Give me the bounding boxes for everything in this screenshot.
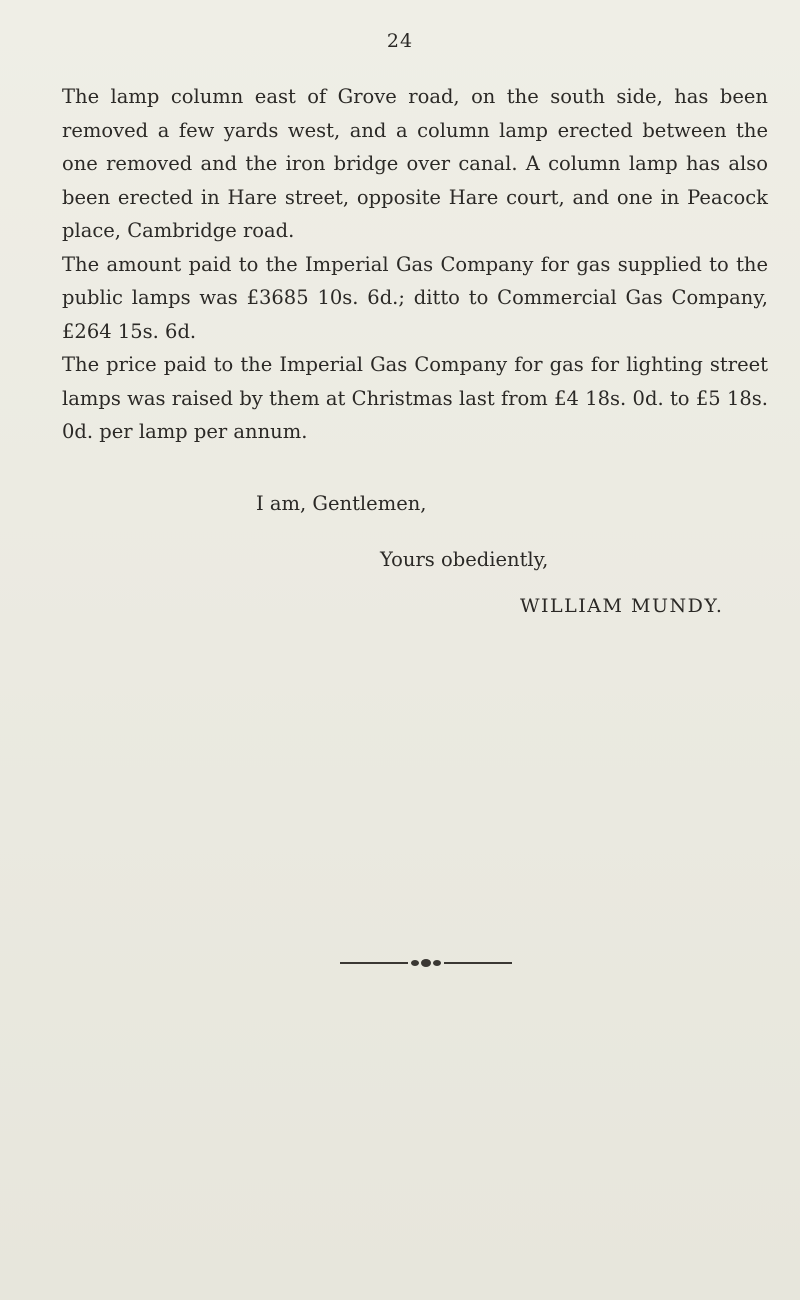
salutation: I am, Gentlemen,	[256, 492, 427, 515]
divider-ornament	[340, 955, 512, 971]
page-number: 24	[386, 30, 414, 52]
paragraph-lamp-columns: The lamp column east of Grove road, on the south side, has been removed a few yards west, and a column lamp erected between the one removed and the iron bridge over canal. A column lamp has also been erected in Hare street, opposite Hare court, and one in Peacock place, Cambridge road.	[62, 85, 768, 242]
signature: WILLIAM MUNDY.	[520, 595, 724, 617]
valediction: Yours obediently,	[380, 548, 549, 571]
paragraph-gas-price: The price paid to the Imperial Gas Company for gas for lighting street lamps was raised by them at Christmas last from £4 18s. 0d. to £5 18s. 0d. per lamp per annum.	[62, 353, 768, 443]
letter-body	[62, 80, 768, 449]
paragraph-gas-payments: The amount paid to the Imperial Gas Company for gas supplied to the public lamps was £3685 10s. 6d.; ditto to Commercial Gas Company, £264 15s. 6d.	[62, 252, 768, 343]
